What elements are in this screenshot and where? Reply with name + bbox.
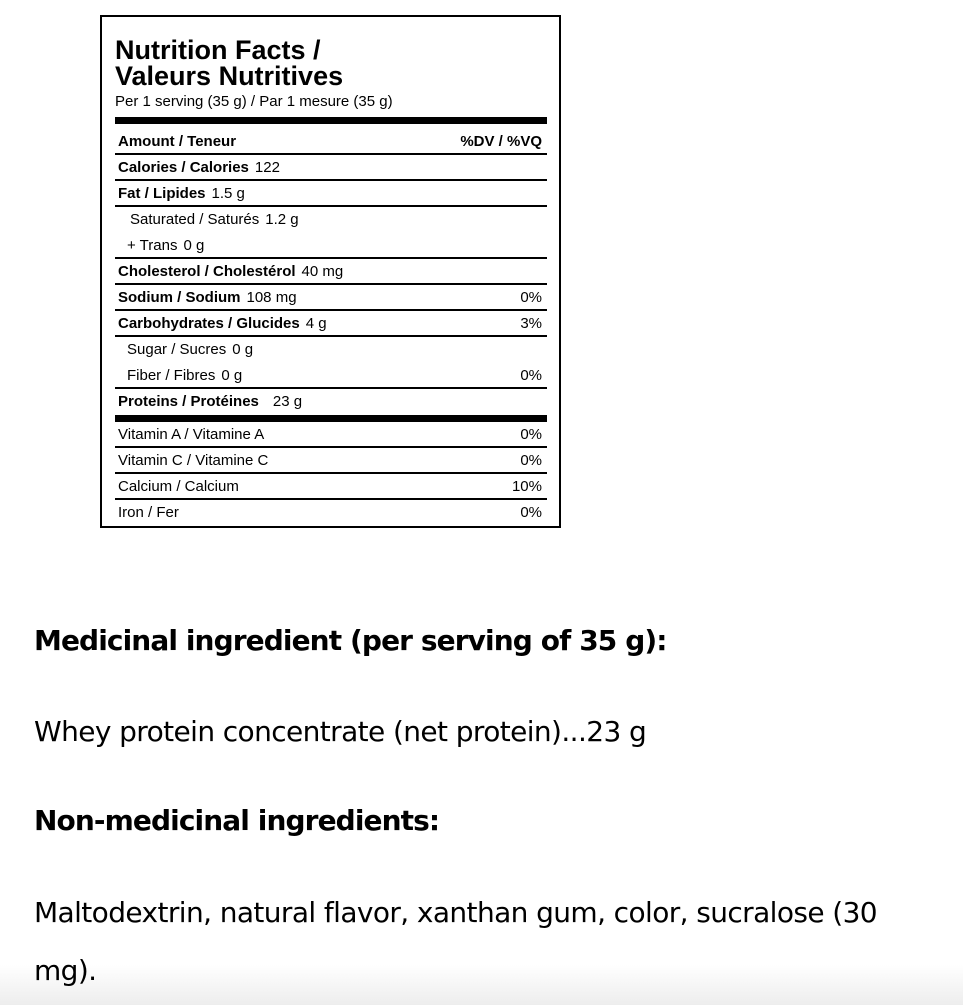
nutrient-row-cholesterol [115, 259, 547, 285]
vitamin-row-c [115, 448, 547, 474]
nutrient-amount: 0 g [232, 341, 254, 358]
label-title-english: Nutrition Facts / [115, 35, 321, 65]
nutrient-name: + Trans [127, 237, 178, 254]
nutrient-row-carbohydrates [115, 311, 547, 337]
vitamin-row-iron [115, 500, 547, 524]
vitamin-row-calcium [115, 474, 547, 500]
non-medicinal-ingredients-text: Maltodextrin, natural flavor, xanthan gum, color, sucralose (30 mg). [34, 896, 878, 987]
nutrition-facts-label [100, 15, 561, 528]
nutrient-amount: 40 mg [301, 263, 344, 280]
thick-divider [115, 117, 547, 124]
nutrient-amount: 0 g [183, 237, 205, 254]
nutrient-amount: 1.5 g [211, 185, 245, 202]
nutrient-row-sodium [115, 285, 547, 311]
nutrient-table [115, 129, 547, 524]
vitamin-name: Vitamin C / Vitamine C [118, 452, 269, 469]
thick-divider [115, 415, 547, 422]
nutrient-name: Fat / Lipides [118, 185, 206, 202]
nutrient-dv: 0% [520, 289, 542, 306]
label-title-french: Valeurs Nutritives [115, 61, 344, 91]
label-title [115, 37, 343, 89]
vitamin-name: Iron / Fer [118, 504, 179, 521]
serving-size: Per 1 serving (35 g) / Par 1 mesure (35 g) [115, 93, 393, 110]
vitamin-dv: 0% [520, 426, 542, 443]
medicinal-ingredient-text: Whey protein concentrate (net protein)...23 g [34, 715, 647, 748]
nutrient-name: Proteins / Protéines [118, 393, 259, 410]
vitamin-dv: 10% [511, 478, 542, 495]
table-header-row [115, 129, 547, 155]
vitamin-dv: 0% [520, 452, 542, 469]
nutrient-name: Fiber / Fibres [127, 367, 216, 384]
nutrient-row-proteins [115, 389, 547, 415]
nutrient-row-fiber [115, 363, 547, 389]
nutrient-amount: 4 g [305, 315, 327, 332]
nutrient-amount: 122 [254, 159, 280, 176]
non-medicinal-ingredients-heading: Non-medicinal ingredients: [34, 804, 440, 837]
vitamin-dv: 0% [520, 504, 542, 521]
nutrient-dv: 3% [520, 315, 542, 332]
nutrient-name: Sugar / Sucres [127, 341, 227, 358]
nutrient-amount: 23 g [272, 393, 303, 410]
nutrient-name: Cholesterol / Cholestérol [118, 263, 296, 280]
nutrient-name: Saturated / Saturés [130, 211, 260, 228]
nutrient-amount: 0 g [221, 367, 243, 384]
nutrient-row-sugar [115, 337, 547, 363]
vitamin-name: Vitamin A / Vitamine A [118, 426, 265, 443]
nutrient-row-calories [115, 155, 547, 181]
medicinal-ingredient-heading: Medicinal ingredient (per serving of 35 g): [34, 624, 667, 657]
amount-header: Amount / Teneur [118, 133, 237, 150]
nutrient-name: Sodium / Sodium [118, 289, 241, 306]
nutrient-row-fat [115, 181, 547, 207]
vitamin-name: Calcium / Calcium [118, 478, 239, 495]
nutrient-dv: 0% [520, 367, 542, 384]
nutrient-amount: 108 mg [246, 289, 297, 306]
nutrient-amount: 1.2 g [265, 211, 299, 228]
nutrient-row-saturated [115, 207, 547, 233]
nutrient-name: Carbohydrates / Glucides [118, 315, 300, 332]
vitamin-row-a [115, 422, 547, 448]
nutrient-name: Calories / Calories [118, 159, 249, 176]
dv-header: %DV / %VQ [460, 133, 542, 150]
nutrient-row-trans [115, 233, 547, 259]
